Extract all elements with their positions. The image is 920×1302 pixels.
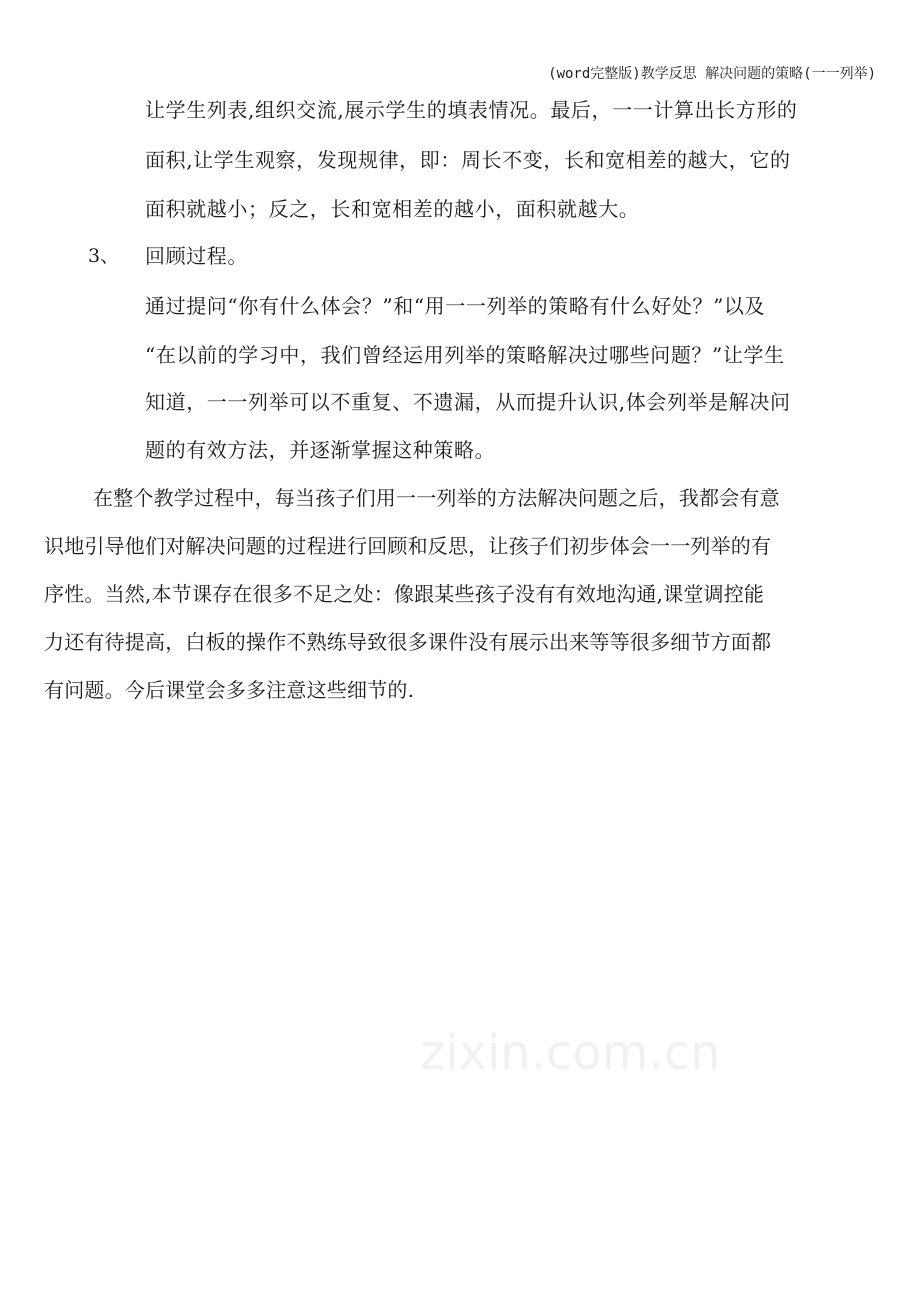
paragraph-line: 在整个教学过程中，每当孩子们用一一列举的方法解决问题之后，我都会有意 (93, 486, 780, 510)
paragraph-line: “在以前的学习中，我们曾经运用列举的策略解决过哪些问题？”让学生 (145, 343, 785, 367)
paragraph-line: 力还有待提高，白板的操作不熟练导致很多课件没有展示出来等等很多细节方面都 (44, 630, 772, 654)
paragraph-line: 让学生列表,组织交流,展示学生的填表情况。最后，一一计算出长方形的 (145, 98, 798, 122)
paragraph-line: 面积就越小；反之，长和宽相差的越小，面积就越大。 (145, 197, 640, 221)
paragraph-line: 识地引导他们对解决问题的过程进行回顾和反思，让孩子们初步体会一一列举的有 (44, 534, 772, 558)
paragraph-line: 面积,让学生观察，发现规律，即：周长不变，长和宽相差的越大，它的 (145, 148, 791, 172)
paragraph-line: 题的有效方法，并逐渐掌握这种策略。 (145, 438, 496, 462)
paragraph-line: 知道，一一列举可以不重复、不遗漏，从而提升认识,体会列举是解决问 (145, 390, 791, 414)
list-item-title: 回顾过程。 (145, 244, 248, 268)
list-item-number: 3、 (88, 245, 120, 267)
document-header: (word完整版)教学反思 解决问题的策略(一一列举) (548, 66, 876, 82)
paragraph-line: 通过提问“你有什么体会？”和“用一一列举的策略有什么好处？”以及 (145, 294, 766, 318)
paragraph-line: 有问题。今后课堂会多多注意这些细节的. (44, 678, 415, 702)
watermark: zixin.com.cn (420, 1025, 721, 1081)
paragraph-line: 序性。当然,本节课存在很多不足之处：像跟某些孩子没有有效地沟通,课堂调控能 (44, 582, 765, 606)
